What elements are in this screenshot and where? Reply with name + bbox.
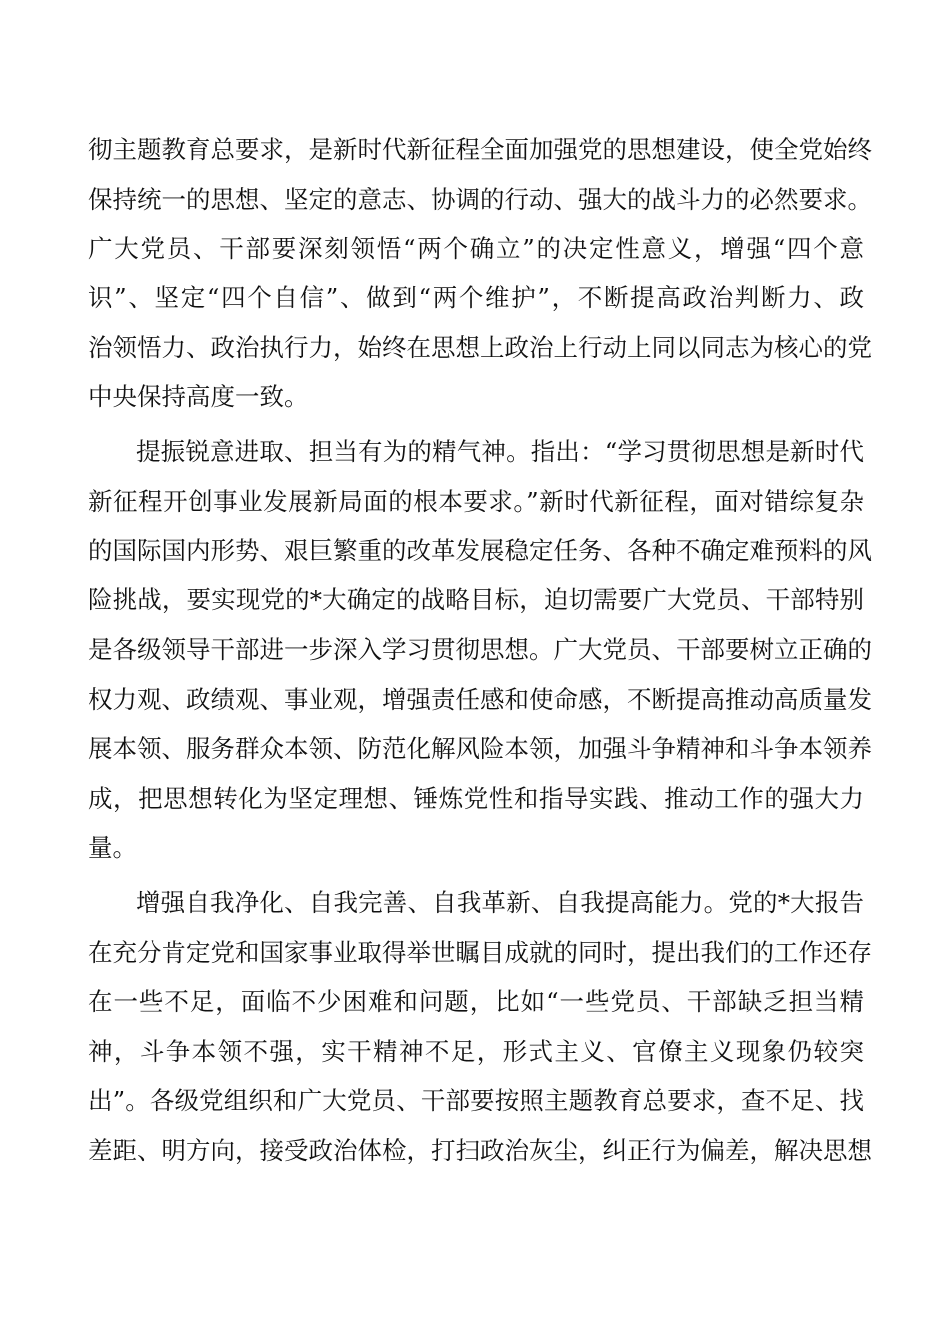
paragraph-line: 在充分肯定党和国家事业取得举世瞩目成就的同时，提出我们的工作还存 — [88, 938, 872, 967]
paragraph-line: 量。 — [88, 833, 137, 862]
paragraph-line: 在一些不足，面临不少困难和问题，比如“一些党员、干部缺乏担当精 — [88, 987, 864, 1016]
paragraph-line: 神，斗争本领不强，实干精神不足，形式主义、官僚主义现象仍较突 — [88, 1037, 864, 1066]
paragraph-line: 的国际国内形势、艰巨繁重的改革发展稳定任务、各种不确定难预料的风 — [88, 536, 872, 565]
paragraph-line: 是各级领导干部进一步深入学习贯彻思想。广大党员、干部要树立正确的 — [88, 635, 872, 664]
paragraph-line: 差距、明方向，接受政治体检，打扫政治灰尘，纠正行为偏差，解决思想 — [88, 1136, 872, 1165]
paragraph-line: 新征程开创事业发展新局面的根本要求。”新时代新征程，面对错综复杂 — [88, 487, 864, 516]
paragraph-line: 成，把思想转化为坚定理想、锤炼党性和指导实践、推动工作的强大力 — [88, 784, 864, 813]
paragraph-line: 中央保持高度一致。 — [88, 382, 309, 411]
paragraph-line: 权力观、政绩观、事业观，增强责任感和使命感，不断提高推动高质量发 — [88, 685, 872, 714]
paragraph-line: 广大党员、干部要深刻领悟“两个确立”的决定性意义，增强“四个意 — [88, 234, 864, 263]
paragraph-line: 识”、坚定“四个自信”、做到“两个维护”，不断提高政治判断力、政 — [88, 283, 864, 312]
paragraph-line: 保持统一的思想、坚定的意志、协调的行动、强大的战斗力的必然要求。 — [88, 185, 872, 214]
paragraph-line: 增强自我净化、自我完善、自我革新、自我提高能力。党的*大报告 — [136, 888, 864, 917]
paragraph-line: 展本领、服务群众本领、防范化解风险本领，加强斗争精神和斗争本领养 — [88, 734, 872, 763]
paragraph-line: 出”。各级党组织和广大党员、干部要按照主题教育总要求，查不足、找 — [88, 1086, 864, 1115]
paragraph-line: 彻主题教育总要求，是新时代新征程全面加强党的思想建设，使全党始终 — [88, 135, 872, 164]
paragraph-line: 险挑战，要实现党的*大确定的战略目标，迫切需要广大党员、干部特别 — [88, 585, 864, 614]
paragraph-line: 治领悟力、政治执行力，始终在思想上政治上行动上同以同志为核心的党 — [88, 333, 872, 362]
paragraph-line: 提振锐意进取、担当有为的精气神。指出：“学习贯彻思想是新时代 — [136, 437, 864, 466]
